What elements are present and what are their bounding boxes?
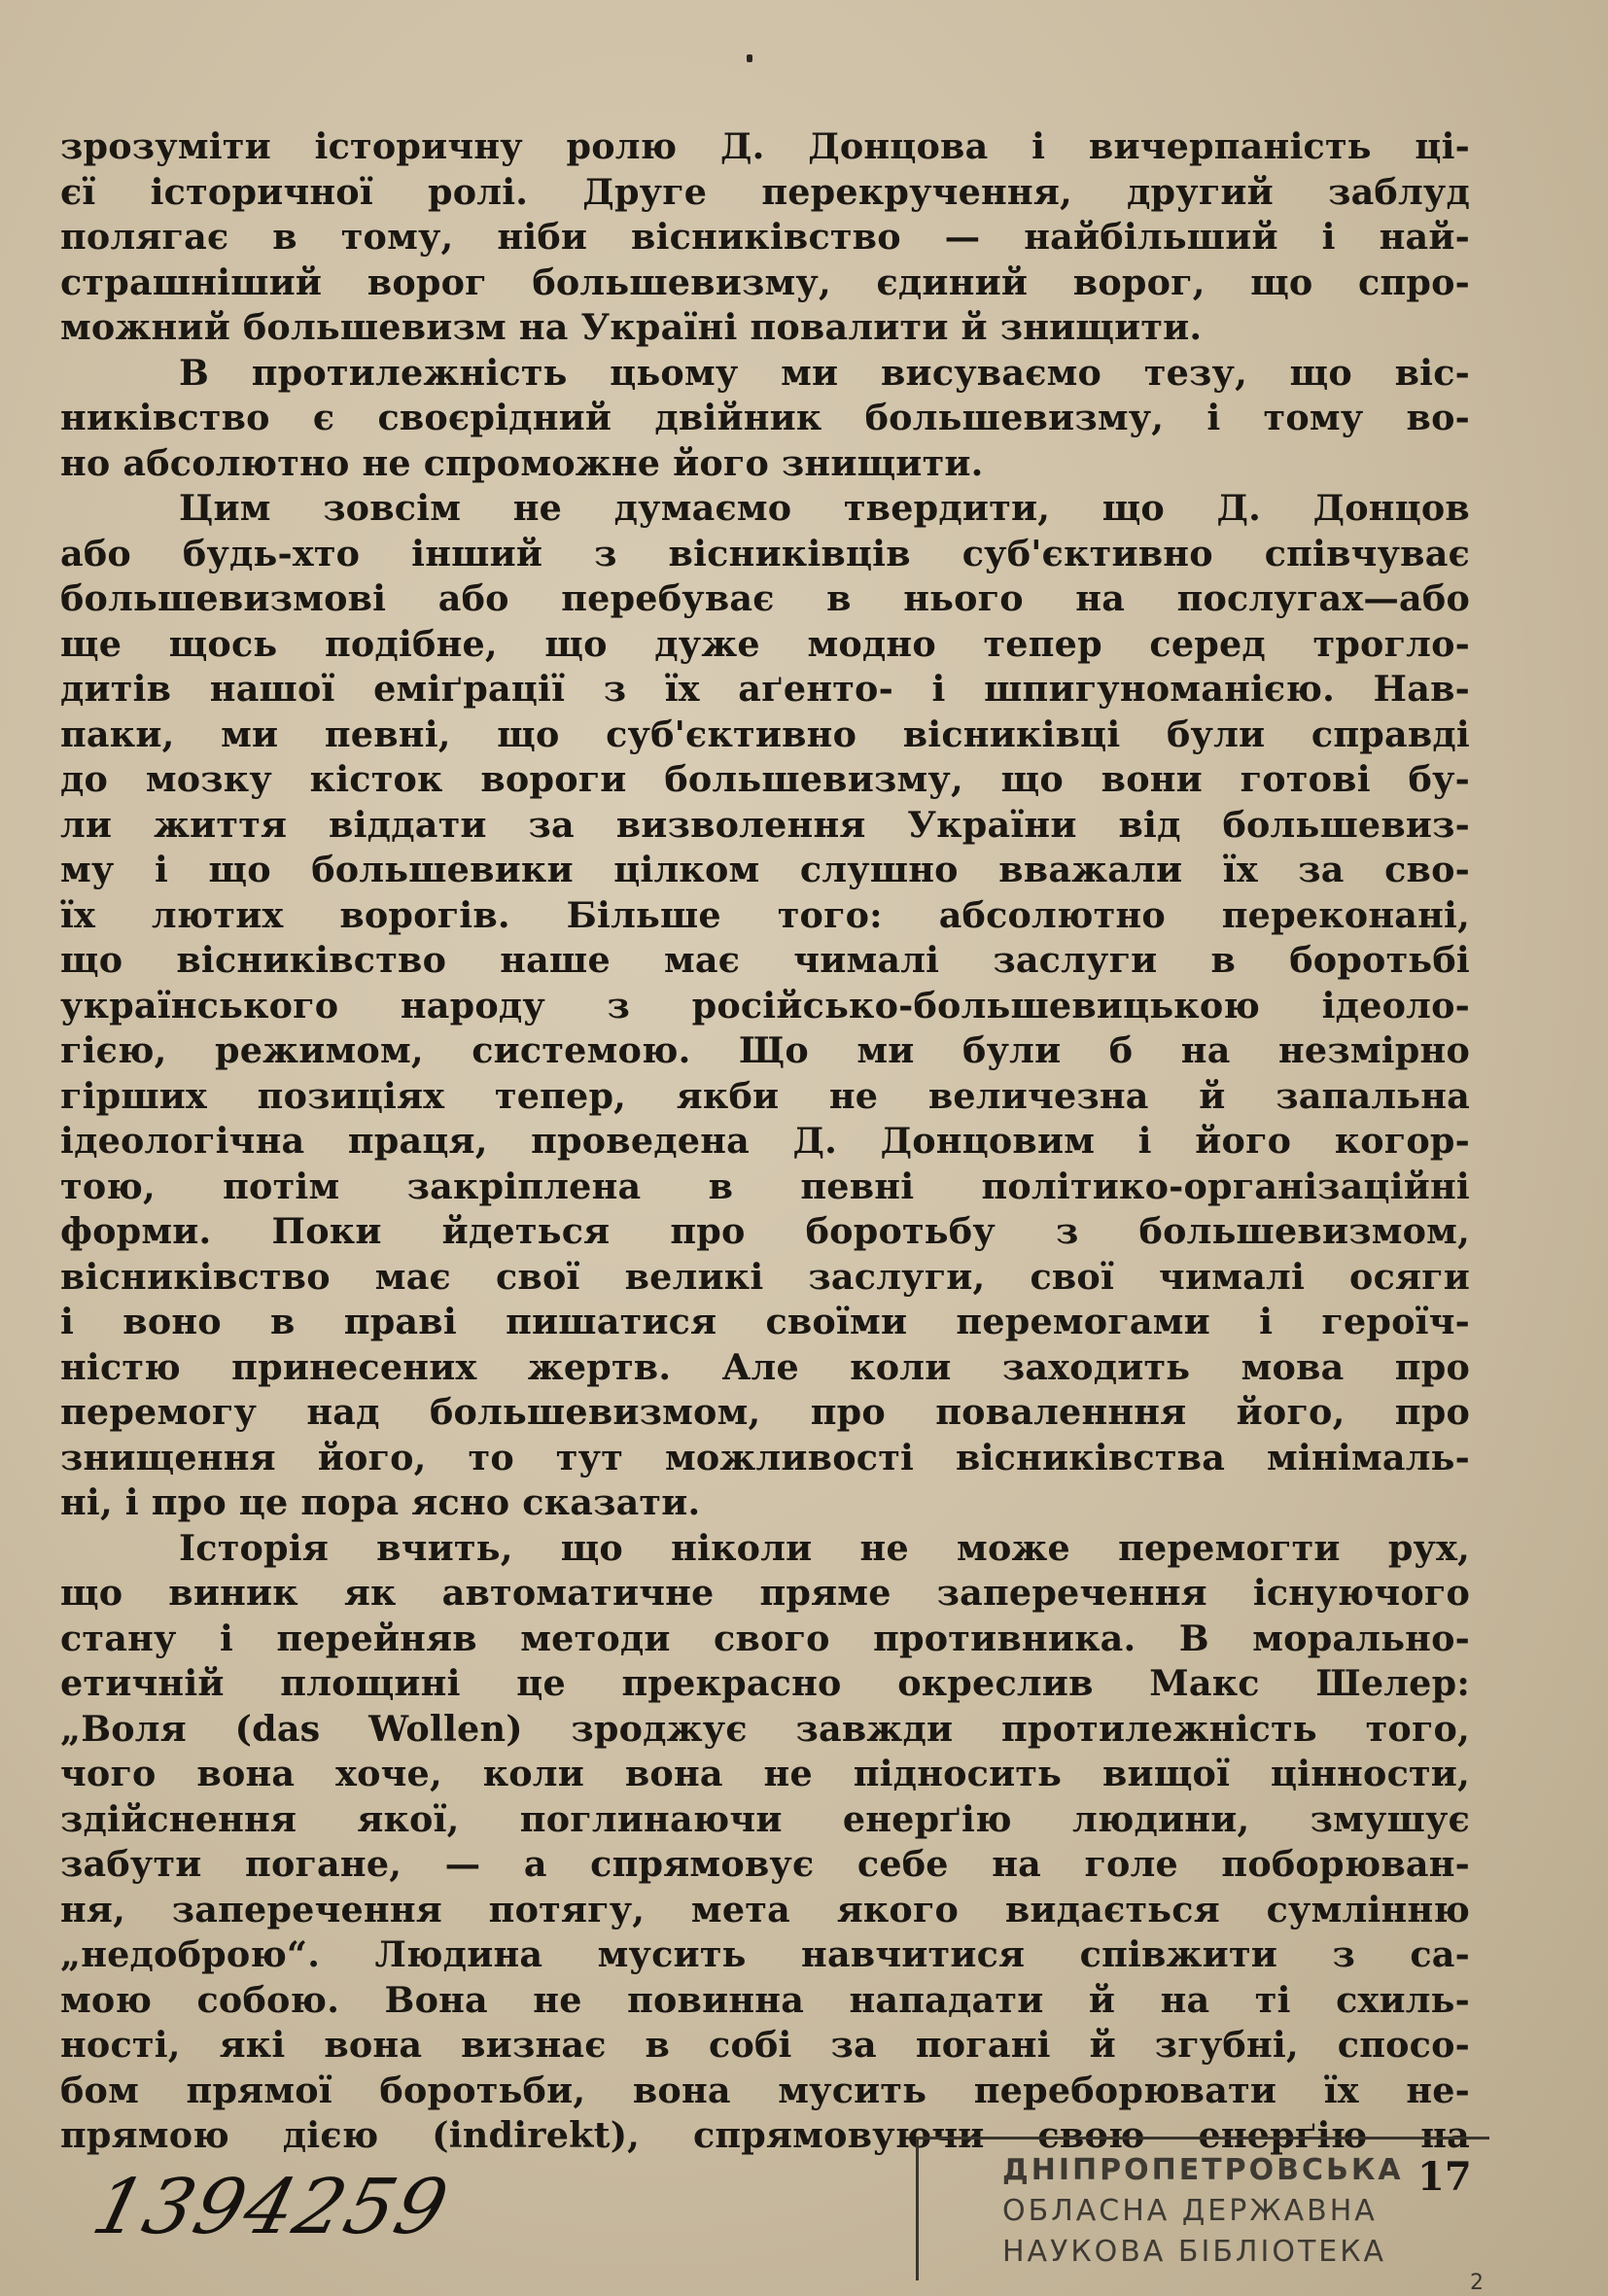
text-line: „недоброю“. Людина мусить навчитися співжити з са-: [60, 1933, 1470, 1975]
ink-dot: [747, 54, 752, 62]
text-line: большевизмові або перебуває в нього на послугах—або: [60, 577, 1470, 619]
text-line: бом прямої боротьби, вона мусить переборювати їх не-: [60, 2069, 1470, 2111]
text-line: дитів нашої еміґрації з їх аґенто- і шпигуноманією. Нав-: [60, 668, 1470, 710]
text-line: або будь-хто інший з вісниківців суб'єктивно співчуває: [60, 532, 1470, 574]
text-line: ністю принесених жертв. Але коли заходить мова про: [60, 1345, 1470, 1388]
text-line: до мозку кісток вороги большевизму, що вони готові бу-: [60, 758, 1470, 800]
stamp-line: ОБЛАСНА ДЕРЖАВНА: [1002, 2194, 1378, 2228]
text-line: гією, режимом, системою. Що ми були б на незмірно: [60, 1029, 1470, 1071]
text-line: ності, які вона визнає в собі за погані й згубні, спосо-: [60, 2024, 1470, 2066]
text-line: но абсолютно не спроможне його знищити.: [60, 441, 984, 484]
body-text: [60, 124, 1470, 2159]
text-line: що вісниківство наше має чималі заслуги в боротьбі: [60, 939, 1470, 981]
text-line: ли життя віддати за визволення України від большевиз-: [60, 803, 1470, 846]
text-line: мою собою. Вона не повинна нападати й на ті схиль-: [60, 1978, 1470, 2021]
text-line: ще щось подібне, що дуже модно тепер серед трогло-: [60, 622, 1470, 665]
text-line: прямою дією (indirekt), спрямовуючи свою енерґію на: [60, 2114, 1470, 2156]
text-line: Історія вчить, що ніколи не може перемогти рух,: [179, 1526, 1470, 1569]
text-line: і воно в праві пишатися своїми перемогами і героїч-: [60, 1301, 1470, 1342]
text-line: українського народу з російсько-большевицькою ідеоло-: [60, 984, 1470, 1026]
text-line: етичній площині це прекрасно окреслив Макс Шелер:: [60, 1662, 1470, 1704]
text-line: полягає в тому, ніби вісниківство — найбільший і най-: [60, 216, 1470, 258]
text-line: єї історичної ролі. Друге перекручення, другий заблуд: [60, 170, 1470, 213]
text-line: Цим зовсім не думаємо твердити, що Д. Донцов: [179, 487, 1470, 529]
text-line: форми. Поки йдеться про боротьбу з большевизмом,: [60, 1210, 1470, 1252]
library-stamp: [916, 2137, 1489, 2280]
text-line: никівство є своєрідний двійник большевизму, і тому во-: [60, 397, 1470, 438]
stamp-line: НАУКОВА БІБЛІОТЕКА: [1002, 2235, 1387, 2269]
text-line: му і що большевики цілком слушно вважали їх за сво-: [60, 849, 1470, 890]
text-line: ні, і про це пора ясно сказати.: [60, 1481, 701, 1523]
text-line: перемогу над большевизмом, про поваленння його, про: [60, 1391, 1470, 1433]
text-line: знищення його, то тут можливості вісниківства мінімаль-: [60, 1436, 1470, 1478]
text-line: здійснення якої, поглинаючи енерґію людини, змушує: [60, 1797, 1470, 1840]
text-line: ідеологічна праця, проведена Д. Донцовим і його когор-: [60, 1120, 1470, 1162]
text-line: страшніший ворог большевизму, єдиний ворог, що спро-: [60, 261, 1470, 303]
stamp-line: ДНІПРОПЕТРОВСЬКА: [1002, 2153, 1404, 2187]
text-line: В протилежність цьому ми висуваємо тезу, що віс-: [179, 351, 1470, 394]
text-line: їх лютих ворогів. Більше того: абсолютно переконані,: [60, 893, 1470, 936]
handwritten-inventory-number: 1394259: [84, 2164, 458, 2251]
text-line: зрозуміти історичну ролю Д. Донцова і вичерпаність ці-: [60, 125, 1470, 167]
text-line: що виник як автоматичне пряме заперечення існуючого: [60, 1572, 1470, 1614]
corner-mark: 2: [1470, 2271, 1484, 2295]
text-line: тою, потім закріплена в певні політико-організаційні: [60, 1165, 1470, 1207]
text-line: „Воля (das Wollen) зроджує завжди протилежність того,: [60, 1707, 1470, 1750]
text-line: ня, заперечення потягу, мета якого видається сумлінню: [60, 1888, 1470, 1931]
text-line: можний большевизм на Україні повалити й знищити.: [60, 306, 1203, 348]
page-number: 17: [1417, 2154, 1472, 2200]
text-line: вісниківство має свої великі заслуги, свої чималі осяги: [60, 1255, 1470, 1298]
text-line: стану і перейняв методи свого противника. В морально-: [60, 1617, 1470, 1659]
text-line: паки, ми певні, що суб'єктивно вісниківці були справді: [60, 713, 1470, 755]
text-line: гірших позиціях тепер, якби не величезна й запальна: [60, 1074, 1470, 1117]
text-line: забути погане, — а спрямовує себе на голе поборюван-: [60, 1843, 1470, 1885]
text-line: чого вона хоче, коли вона не підносить вищої цінности,: [60, 1753, 1470, 1794]
